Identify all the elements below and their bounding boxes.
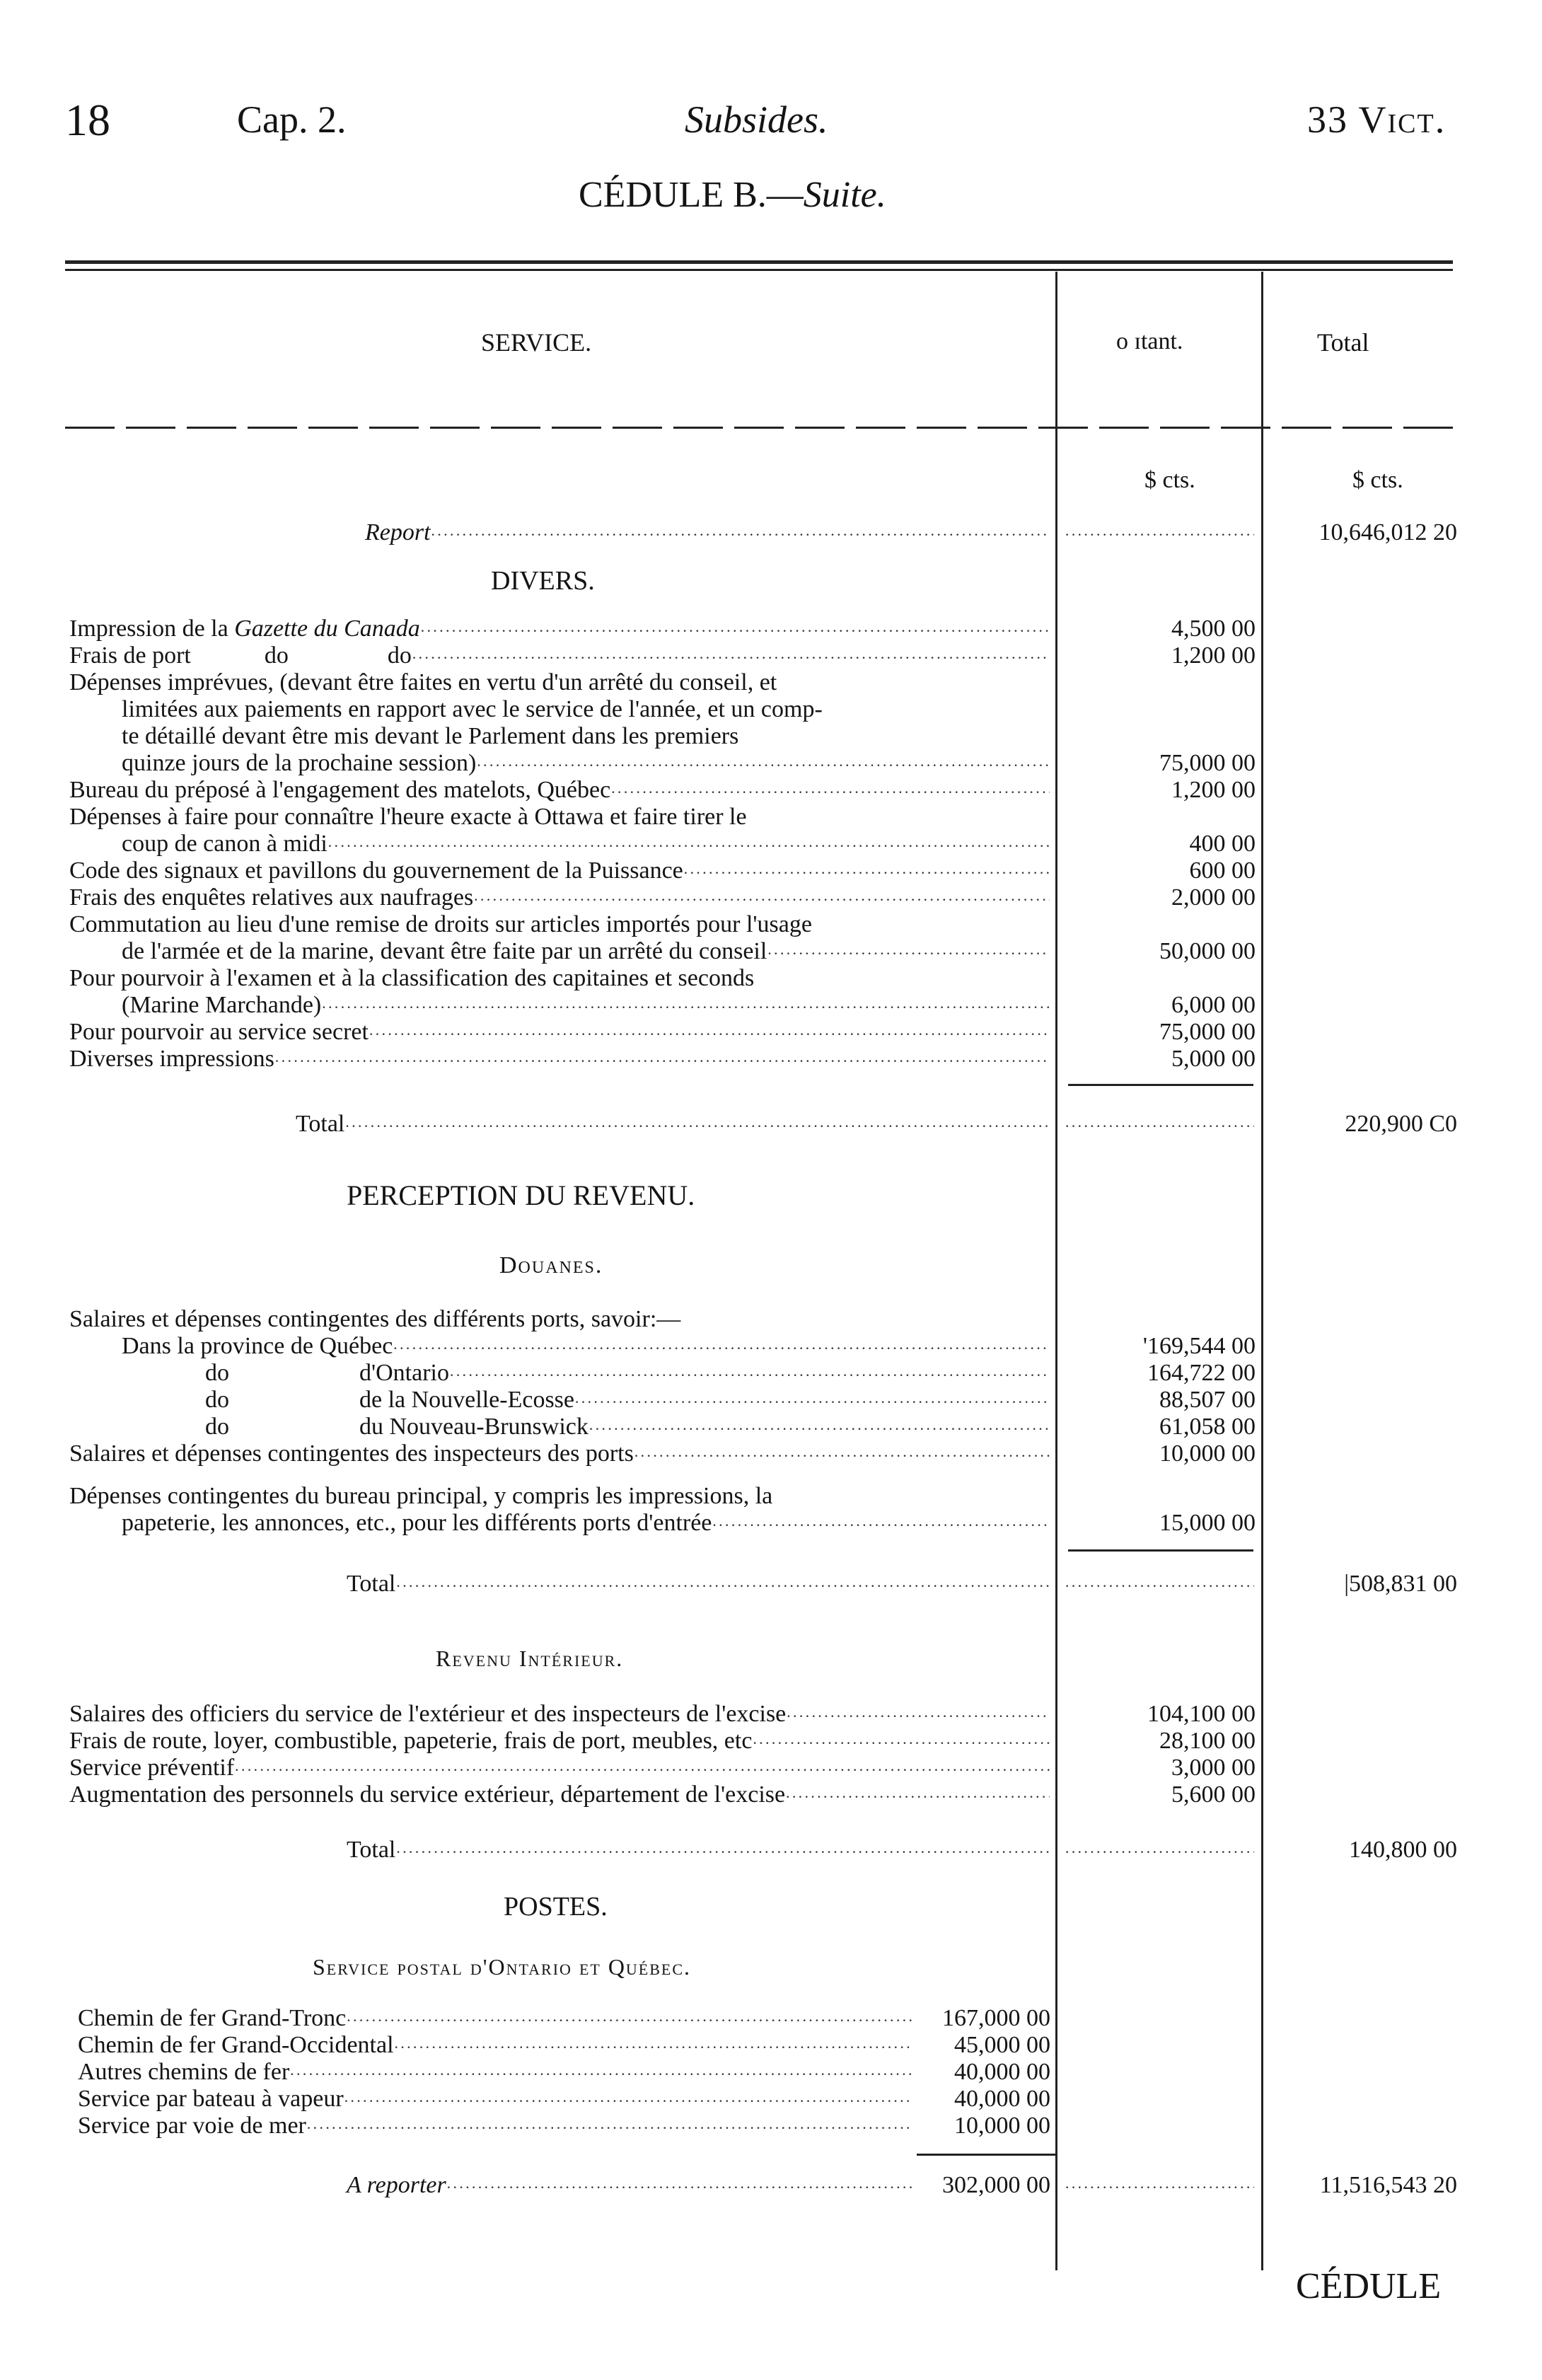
douanes-total-row xyxy=(347,1572,1050,1596)
postes-heading: POSTES. xyxy=(504,1892,608,1922)
douanes-line-intro: Salaires et dépenses contingentes des différents ports, savoir:— xyxy=(69,1306,681,1332)
douanes-line-6b xyxy=(122,1511,1050,1535)
divers-line-2 xyxy=(69,644,1050,668)
douanes-total: |508,831 00 xyxy=(1344,1571,1457,1597)
douanes-amount-1: '169,544 00 xyxy=(1142,1333,1256,1359)
douanes-total-label: Total xyxy=(347,1571,396,1597)
douanes-line-6b-text: papeterie, les annonces, etc., pour les différents ports d'entrée xyxy=(122,1510,712,1536)
douanes-amount-6: 15,000 00 xyxy=(1159,1510,1256,1536)
divers-total-row xyxy=(296,1112,1050,1136)
divers-amount-3: 75,000 00 xyxy=(1159,750,1256,776)
a-reporter-row xyxy=(347,2173,912,2197)
douanes-line-5 xyxy=(69,1442,1050,1466)
divers-line-2-do-1: do xyxy=(264,642,289,669)
divers-line-3a: Dépenses imprévues, (devant être faites en vertu d'un arrêté du conseil, et xyxy=(69,669,777,695)
postes-line-3 xyxy=(78,2060,912,2084)
col-header-montant: o ɪtant. xyxy=(1116,328,1183,354)
divers-line-10-text: Pour pourvoir au service secret xyxy=(69,1019,369,1045)
postes-line-2-text: Chemin de fer Grand-Occidental xyxy=(78,2032,394,2058)
divers-line-4 xyxy=(69,778,1050,802)
a-reporter-dots xyxy=(1065,2173,1254,2197)
divers-line-5a: Dépenses à faire pour connaître l'heure exacte à Ottawa et faire tirer le xyxy=(69,804,747,830)
douanes-line-2 xyxy=(205,1361,1050,1385)
divers-total-label: Total xyxy=(296,1111,345,1137)
revenu-line-4-text: Augmentation des personnels du service extérieur, département de l'excise xyxy=(69,1781,786,1808)
postes-line-1-text: Chemin de fer Grand-Tronc xyxy=(78,2005,347,2031)
divers-amount-2: 1,200 00 xyxy=(1171,642,1256,669)
douanes-line-3-text: de la Nouvelle-Ecosse xyxy=(359,1387,574,1413)
a-reporter-amount: 302,000 00 xyxy=(942,2172,1050,2198)
revenu-interieur-heading: Revenu Intérieur. xyxy=(436,1646,624,1671)
douanes-line-2-text: d'Ontario xyxy=(359,1360,449,1386)
divers-amount-8: 50,000 00 xyxy=(1159,938,1256,964)
douanes-amount-2: 164,722 00 xyxy=(1147,1360,1256,1386)
divers-line-1 xyxy=(69,617,1050,641)
divers-amount-4: 1,200 00 xyxy=(1171,777,1256,803)
revenu-line-1 xyxy=(69,1702,1050,1726)
divers-amount-1: 4,500 00 xyxy=(1171,616,1256,642)
a-reporter-total: 11,516,543 20 xyxy=(1319,2172,1457,2198)
divers-line-3b: limitées aux paiements en rapport avec le service de l'année, et un comp- xyxy=(122,696,823,722)
divers-total: 220,900 C0 xyxy=(1345,1111,1457,1137)
divers-amount-5: 400 00 xyxy=(1189,831,1256,857)
douanes-amount-5: 10,000 00 xyxy=(1159,1440,1256,1467)
unit-total: $ cts. xyxy=(1352,467,1403,493)
revenu-amount-1: 104,100 00 xyxy=(1147,1701,1256,1727)
page-number: 18 xyxy=(65,95,110,145)
report-row xyxy=(365,521,1050,545)
report-total: 10,646,012 20 xyxy=(1318,519,1457,545)
postes-line-4-text: Service par bateau à vapeur xyxy=(78,2086,344,2112)
postes-sum-rule xyxy=(917,2154,1055,2156)
divers-line-5b-text: coup de canon à midi xyxy=(122,831,327,857)
douanes-amount-4: 61,058 00 xyxy=(1159,1414,1256,1440)
divers-amount-11: 5,000 00 xyxy=(1171,1046,1256,1072)
revenu-total: 140,800 00 xyxy=(1349,1837,1457,1863)
postes-line-5-text: Service par voie de mer xyxy=(78,2113,306,2139)
report-dots xyxy=(1065,521,1254,545)
divers-line-9a: Pour pourvoir à l'examen et à la classification des capitaines et seconds xyxy=(69,965,755,991)
divers-line-1-italic: Gazette du Canada xyxy=(234,616,420,642)
divers-total-dots xyxy=(1065,1112,1254,1136)
divers-line-11 xyxy=(69,1047,1050,1071)
douanes-line-6a: Dépenses contingentes du bureau principal, y compris les impressions, la xyxy=(69,1483,773,1509)
catchword: CÉDULE xyxy=(1296,2266,1442,2306)
divers-amount-9: 6,000 00 xyxy=(1171,992,1256,1018)
douanes-total-dots xyxy=(1065,1572,1254,1596)
top-rule xyxy=(65,260,1453,264)
postes-line-3-text: Autres chemins de fer xyxy=(78,2059,290,2085)
postes-line-2 xyxy=(78,2033,912,2057)
column-divider-1 xyxy=(1055,272,1057,2270)
divers-line-7 xyxy=(69,886,1050,910)
revenu-line-3-text: Service préventif xyxy=(69,1755,235,1781)
revenu-total-row xyxy=(347,1838,1050,1862)
perception-heading: PERCEPTION DU REVENU. xyxy=(347,1179,695,1211)
postes-line-4 xyxy=(78,2087,912,2111)
postes-amount-2: 45,000 00 xyxy=(954,2032,1050,2058)
divers-amount-7: 2,000 00 xyxy=(1171,884,1256,911)
divers-line-9b-text: (Marine Marchande) xyxy=(122,992,322,1018)
divers-sum-rule xyxy=(1068,1084,1253,1086)
douanes-line-3-do: do xyxy=(205,1387,229,1413)
top-rule-2 xyxy=(65,269,1453,271)
revenu-line-4 xyxy=(69,1783,1050,1807)
chapter-label: Cap. 2. xyxy=(237,98,347,141)
divers-line-8a: Commutation au lieu d'une remise de droits sur articles importés pour l'usage xyxy=(69,911,812,937)
revenu-amount-3: 3,000 00 xyxy=(1171,1755,1256,1781)
revenu-line-3 xyxy=(69,1756,1050,1780)
revenu-amount-4: 5,600 00 xyxy=(1171,1781,1256,1808)
divers-line-8b-text: de l'armée et de la marine, devant être faite par un arrêté du conseil xyxy=(122,938,767,964)
divers-line-9b xyxy=(122,993,1050,1017)
divers-line-6 xyxy=(69,859,1050,883)
col-header-service: SERVICE. xyxy=(481,328,592,357)
postes-amount-4: 40,000 00 xyxy=(954,2086,1050,2112)
unit-montant: $ cts. xyxy=(1144,467,1195,493)
divers-line-3d xyxy=(122,751,1050,775)
postes-line-1 xyxy=(78,2006,912,2030)
header-rule xyxy=(65,427,1453,429)
revenu-total-dots xyxy=(1065,1838,1254,1862)
revenu-total-label: Total xyxy=(347,1837,396,1863)
divers-line-5b xyxy=(122,832,1050,856)
douanes-heading: Douanes. xyxy=(499,1252,603,1278)
douanes-line-2-do: do xyxy=(205,1360,229,1386)
douanes-line-4-text: du Nouveau-Brunswick xyxy=(359,1414,589,1440)
douanes-line-1-text: Dans la province de Québec xyxy=(122,1333,393,1359)
divers-line-2-do-2: do xyxy=(387,642,412,669)
col-header-total: Total xyxy=(1317,328,1369,357)
revenu-line-2 xyxy=(69,1729,1050,1753)
postes-amount-5: 10,000 00 xyxy=(954,2113,1050,2139)
douanes-sum-rule xyxy=(1068,1549,1253,1552)
postes-amount-3: 40,000 00 xyxy=(954,2059,1050,2085)
divers-line-3d-text: quinze jours de la prochaine session) xyxy=(122,750,477,776)
divers-heading: DIVERS. xyxy=(491,566,595,596)
schedule-title-suffix: Suite. xyxy=(803,175,886,215)
douanes-line-4-do: do xyxy=(205,1414,229,1440)
revenu-line-1-text: Salaires des officiers du service de l'extérieur et des inspecteurs de l'excise xyxy=(69,1701,787,1727)
divers-line-4-text: Bureau du préposé à l'engagement des matelots, Québec xyxy=(69,777,611,803)
report-label: Report xyxy=(365,519,431,545)
schedule-title xyxy=(579,177,886,214)
divers-amount-6: 600 00 xyxy=(1189,857,1256,884)
postes-line-5 xyxy=(78,2114,912,2138)
divers-line-6-text: Code des signaux et pavillons du gouvernement de la Puissance xyxy=(69,857,683,884)
divers-line-2-text: Frais de port xyxy=(69,642,191,669)
divers-line-1-text: Impression de la xyxy=(69,616,228,642)
douanes-line-4 xyxy=(205,1415,1050,1439)
divers-amount-10: 75,000 00 xyxy=(1159,1019,1256,1045)
postes-subheading: Service postal d'Ontario et Québec. xyxy=(313,1954,692,1980)
divers-line-7-text: Frais des enquêtes relatives aux naufrages xyxy=(69,884,474,911)
divers-line-11-text: Diverses impressions xyxy=(69,1046,274,1072)
douanes-amount-3: 88,507 00 xyxy=(1159,1387,1256,1413)
schedule-title-main: CÉDULE B.— xyxy=(579,175,804,215)
divers-line-10 xyxy=(69,1020,1050,1044)
postes-amount-1: 167,000 00 xyxy=(942,2005,1050,2031)
running-title: Subsides. xyxy=(685,98,828,141)
a-reporter-label: A reporter xyxy=(347,2172,446,2198)
divers-line-3c: te détaillé devant être mis devant le Parlement dans les premiers xyxy=(122,723,739,749)
douanes-line-1 xyxy=(122,1334,1050,1358)
regnal-year: 33 Vict. xyxy=(1307,98,1447,141)
column-divider-2 xyxy=(1261,272,1263,2270)
douanes-line-3 xyxy=(205,1388,1050,1412)
divers-line-8b xyxy=(122,940,1050,964)
douanes-line-5-text: Salaires et dépenses contingentes des inspecteurs des ports xyxy=(69,1440,634,1467)
revenu-line-2-text: Frais de route, loyer, combustible, papeterie, frais de port, meubles, etc xyxy=(69,1728,753,1754)
revenu-amount-2: 28,100 00 xyxy=(1159,1728,1256,1754)
